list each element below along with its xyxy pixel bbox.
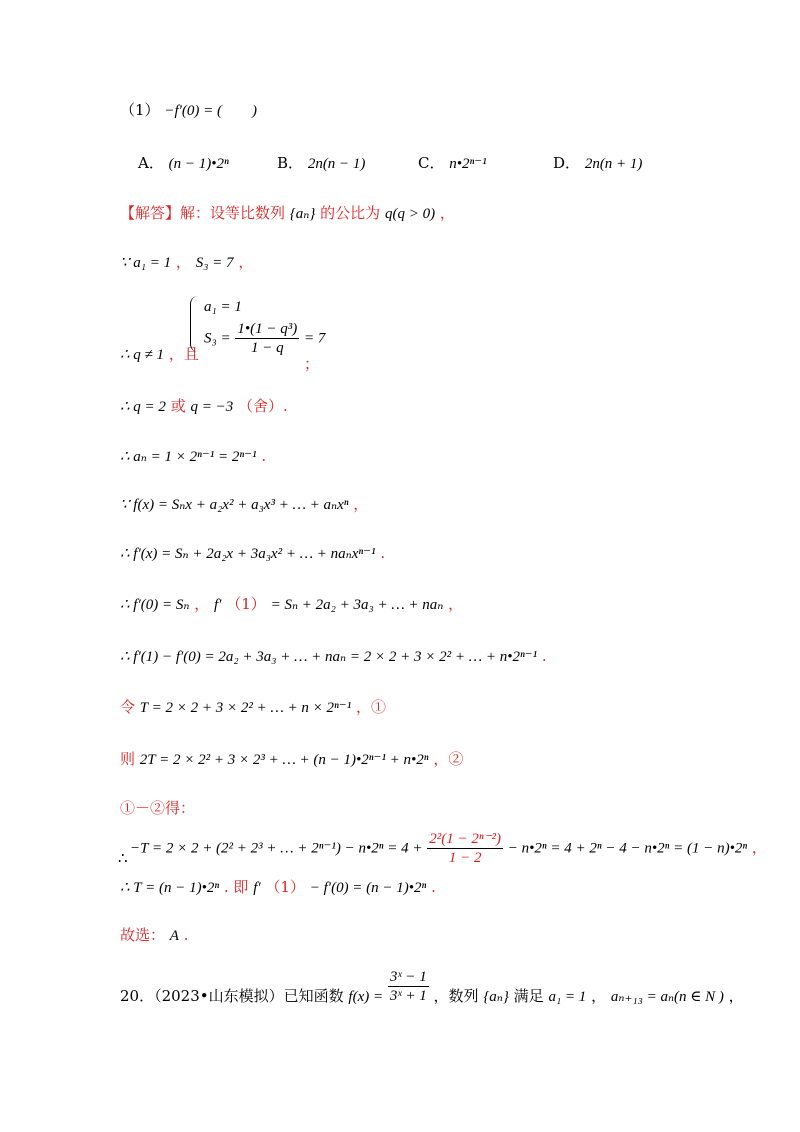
solution-line-4 bbox=[120, 446, 266, 467]
conjunction-text: ，且 bbox=[168, 345, 199, 363]
punct: ， bbox=[238, 253, 254, 271]
question-part-1 bbox=[120, 100, 257, 121]
option-letter: B． bbox=[277, 154, 304, 172]
math-expression: aₙ₊₁₃ = aₙ(n ∈ N ) bbox=[610, 988, 724, 1005]
option-letter: A． bbox=[138, 154, 164, 172]
fraction-denominator: 1 − 2 bbox=[448, 850, 482, 866]
solution-line-5 bbox=[120, 494, 368, 515]
math-expression: ∴ f′(0) = Sₙ bbox=[120, 597, 190, 613]
math-expression: −T = 2 × 2 + (2² + 2³ + … + 2ⁿ⁻¹) − n•2ⁿ = 4 + bbox=[130, 840, 423, 857]
punct: . bbox=[541, 647, 547, 665]
punct: ， bbox=[448, 595, 464, 613]
punct: . bbox=[380, 544, 386, 562]
ratio-condition: q(q > 0) bbox=[384, 206, 436, 222]
system-line-2 bbox=[204, 320, 325, 357]
solution-line-11: ①－②得： bbox=[120, 799, 196, 817]
therefore-symbol: ∴ bbox=[118, 849, 128, 867]
punct: ， bbox=[439, 204, 455, 222]
option-d bbox=[553, 152, 642, 173]
math-expression: S₃ = 7 bbox=[195, 255, 234, 271]
option-c bbox=[418, 152, 487, 173]
math-expression: − f′(0) = (n − 1)•2ⁿ bbox=[309, 880, 427, 896]
punct: . bbox=[183, 926, 189, 944]
fraction-denominator: 3ˣ + 1 bbox=[389, 988, 427, 1004]
system-line-1: a₁ = 1 bbox=[204, 299, 242, 315]
math-expression: f(x) = bbox=[348, 988, 384, 1005]
math-expression: f′ bbox=[253, 880, 261, 896]
equation-system bbox=[204, 296, 325, 357]
solution-line-13 bbox=[120, 877, 436, 898]
punct: ， bbox=[194, 595, 210, 613]
math-expression: q = −3 bbox=[190, 399, 234, 415]
math-expression: T = 2 × 2 + 3 × 2² + … + n × 2ⁿ⁻¹ bbox=[139, 700, 352, 716]
math-expression: a₁ = 1 bbox=[548, 988, 587, 1005]
punct: ， bbox=[353, 495, 369, 513]
solution-line-10 bbox=[120, 749, 463, 770]
math-expression: 2T = 2 × 2² + 3 × 2³ + … + (n − 1)•2ⁿ⁻¹ + n•2ⁿ bbox=[139, 752, 429, 768]
math-expression: f′ bbox=[214, 597, 222, 613]
fraction-numerator: 3ˣ − 1 bbox=[389, 969, 427, 985]
answer-choice: A bbox=[169, 928, 179, 944]
solution-answer bbox=[120, 925, 189, 946]
part-number: （1） bbox=[120, 101, 160, 119]
solution-line-6 bbox=[120, 543, 385, 564]
punct: ， bbox=[175, 253, 191, 271]
solution-line-2 bbox=[120, 344, 199, 365]
math-expression: ∴ f′(1) − f′(0) = 2a₂ + 3a₃ + … + naₙ = 2 × 2 + 3 × 2² + … + n•2ⁿ⁻¹ bbox=[120, 649, 538, 665]
equation-marker: ，① bbox=[355, 698, 386, 716]
math-expression: − n•2ⁿ = 4 + 2ⁿ − 4 − n•2ⁿ = (1 − n)•2ⁿ bbox=[507, 840, 748, 857]
math-expression: ∵ a₁ = 1 bbox=[120, 255, 172, 271]
math-expression: S₃ = bbox=[204, 330, 231, 347]
solution-line-8 bbox=[120, 646, 547, 667]
option-letter: D． bbox=[553, 154, 581, 172]
fraction-numerator: 2²(1 − 2ⁿ⁻²) bbox=[429, 831, 502, 847]
question-text: ，数列 bbox=[433, 986, 479, 1005]
system-brace bbox=[190, 296, 201, 352]
math-expression: ∴ aₙ = 1 × 2ⁿ⁻¹ = 2ⁿ⁻¹ bbox=[120, 449, 257, 465]
solution-line-7 bbox=[120, 594, 463, 615]
solution-line-1 bbox=[120, 252, 253, 273]
option-letter: C． bbox=[418, 154, 445, 172]
fraction bbox=[235, 320, 299, 357]
fraction bbox=[388, 968, 429, 1005]
math-expression: ∵ f(x) = Sₙx + a₂x² + a₃x³ + … + aₙxⁿ bbox=[120, 497, 349, 513]
then-text: 则 bbox=[120, 750, 136, 768]
punct: . bbox=[431, 878, 436, 896]
fraction-numerator: 1•(1 − q³) bbox=[237, 321, 298, 337]
fraction bbox=[427, 830, 503, 867]
equation-marker: ，② bbox=[433, 750, 464, 768]
fraction-denominator: 1 − q bbox=[251, 340, 284, 356]
sequence-symbol: {aₙ} bbox=[289, 206, 316, 222]
math-expression: ∴ q = 2 bbox=[120, 399, 166, 415]
sequence-symbol: {aₙ} bbox=[483, 988, 509, 1005]
argument-text: （1） bbox=[226, 595, 266, 613]
let-text: 令 bbox=[120, 698, 136, 716]
math-expression: = Sₙ + 2a₂ + 3a₃ + … + naₙ bbox=[270, 597, 444, 613]
solution-header-text: 【解答】解：设等比数列 bbox=[120, 204, 286, 222]
question-20 bbox=[120, 968, 744, 1005]
solution-line-12 bbox=[130, 830, 767, 867]
solution-line-3 bbox=[120, 396, 288, 417]
question-number: 20．（2023•山东模拟）已知函数 bbox=[120, 986, 344, 1005]
math-expression: ∴ T = (n − 1)•2ⁿ bbox=[120, 880, 220, 896]
option-expression: 2n(n − 1) bbox=[307, 156, 366, 172]
math-expression: ∴ f′(x) = Sₙ + 2a₂x + 3a₃x² + … + naₙxⁿ⁻¹ bbox=[120, 546, 376, 562]
option-a bbox=[138, 152, 229, 173]
conjunction-text: 或 bbox=[170, 397, 186, 415]
solution-line-9 bbox=[120, 697, 386, 718]
option-expression: 2n(n + 1) bbox=[584, 156, 643, 172]
math-expression: ∴ q ≠ 1 bbox=[120, 347, 165, 363]
option-expression: n•2ⁿ⁻¹ bbox=[449, 156, 487, 172]
question-text: 满足 bbox=[513, 986, 544, 1005]
punct: . bbox=[261, 447, 267, 465]
answer-label: 故选： bbox=[120, 926, 166, 944]
punct: ， bbox=[728, 986, 744, 1005]
option-b bbox=[277, 152, 365, 173]
punct: ， bbox=[591, 986, 607, 1005]
math-expression: = 7 bbox=[304, 330, 326, 347]
namely-text: . 即 bbox=[223, 878, 249, 896]
solution-header bbox=[120, 203, 455, 224]
option-expression: (n − 1)•2ⁿ bbox=[168, 156, 229, 172]
note-text: （舍）. bbox=[238, 397, 288, 415]
solution-header-mid: 的公比为 bbox=[320, 204, 381, 222]
argument-text: （1） bbox=[265, 878, 305, 896]
part-expression: −f′(0) = ( ) bbox=[164, 103, 258, 119]
punct: ， bbox=[751, 838, 767, 857]
system-end-punct: ； bbox=[304, 355, 320, 373]
